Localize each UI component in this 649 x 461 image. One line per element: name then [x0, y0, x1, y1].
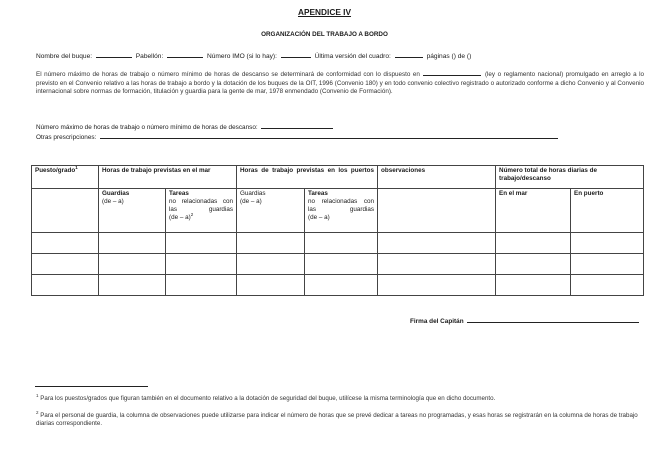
footnote-2-text: Para el personal de guardia, la columna de observaciones puede utilizarse para indicar el número de horas que se prevé dedicar a tareas no programadas, y esas horas se registrarán en la columna de horas de trabajo diarias correspondiente.	[36, 412, 638, 428]
table-cell[interactable]	[571, 254, 644, 275]
table-row	[32, 233, 644, 254]
header-hours-port: Horas de trabajo previstas en los puertos	[237, 166, 378, 189]
table-cell[interactable]	[378, 254, 496, 275]
max-hours-line	[36, 122, 335, 131]
subheader-port-tasks: Tareas no relacionadas con las guardias (de – a)	[305, 189, 378, 233]
table-cell[interactable]	[99, 233, 166, 254]
last-version-field[interactable]	[395, 51, 423, 58]
last-version-label: Última versión del cuadro:	[314, 53, 391, 60]
captain-signature-label: Firma del Capitán	[410, 318, 464, 325]
table-cell[interactable]	[32, 254, 99, 275]
table-cell[interactable]	[32, 233, 99, 254]
flag-field[interactable]	[167, 51, 203, 58]
table-cell[interactable]	[166, 233, 237, 254]
table-cell[interactable]	[237, 254, 305, 275]
table-row	[32, 275, 644, 296]
table-cell[interactable]	[305, 233, 378, 254]
max-hours-label: Número máximo de horas de trabajo o número mínimo de horas de descanso:	[36, 124, 258, 131]
pages-of-label: ) de (	[453, 53, 470, 60]
imo-label: Número IMO (si lo hay):	[206, 53, 277, 60]
ship-name-field[interactable]	[96, 51, 132, 58]
table-cell[interactable]	[237, 275, 305, 296]
pages-end: )	[469, 53, 472, 60]
table-row	[32, 254, 644, 275]
flag-label: Pabellón:	[135, 53, 164, 60]
footnote-2	[36, 409, 644, 429]
subheader-position-empty	[32, 189, 99, 233]
header-observations: observaciones	[378, 166, 496, 189]
captain-signature-line	[410, 316, 641, 325]
work-schedule-table	[31, 165, 644, 296]
header-position: Puesto/grado$^1$	[32, 166, 99, 189]
imo-field[interactable]	[281, 51, 311, 58]
table-cell[interactable]	[99, 254, 166, 275]
footnote-1	[36, 392, 644, 403]
paragraph-part2: (ley o reglamento nacional) promulgado en arreglo a lo previsto en el Convenio relativo a las horas de trabajo a bordo y la dotación de los buques de la OIT, 1996 (Convenio 180) y en todo convenio colectivo registrado o autorizado conforme a dicho Convenio y al Convenio internacional sobre normas de formación, titulación y guardia para la gente de mar, 1978 enmendado (Convenio de Formación).	[36, 71, 645, 96]
appendix-title: APENDICE IV	[297, 7, 352, 17]
subheader-sea-watches: Guardias (de – a)	[99, 189, 166, 233]
ship-info-fields	[36, 51, 636, 60]
table-cell[interactable]	[166, 275, 237, 296]
table-cell[interactable]	[32, 275, 99, 296]
table-cell[interactable]	[378, 275, 496, 296]
subheader-sea-tasks: Tareas no relacionadas con las guardias (de – a)$^2$	[166, 189, 237, 233]
table-cell[interactable]	[305, 275, 378, 296]
pages-label: páginas (	[426, 53, 454, 60]
table-cell[interactable]	[571, 275, 644, 296]
header-total-hours: Número total de horas diarias de trabajo/descanso	[496, 166, 644, 189]
header-hours-sea: Horas de trabajo previstas en el mar	[99, 166, 237, 189]
table-cell[interactable]	[166, 254, 237, 275]
footnote-separator	[35, 386, 148, 387]
subheader-observations-empty	[378, 189, 496, 233]
max-hours-field[interactable]	[261, 122, 333, 129]
legal-paragraph	[36, 69, 644, 97]
table-cell[interactable]	[496, 254, 571, 275]
subheader-in-port: En puerto	[571, 189, 644, 233]
table-cell[interactable]	[378, 233, 496, 254]
other-provisions-line	[36, 132, 560, 141]
footnote-1-mark: 1	[36, 392, 39, 398]
footnote-2-mark: 2	[36, 409, 39, 415]
table-cell[interactable]	[99, 275, 166, 296]
table-cell[interactable]	[496, 233, 571, 254]
subheader-at-sea: En el mar	[496, 189, 571, 233]
table-cell[interactable]	[496, 275, 571, 296]
paragraph-part1: El número máximo de horas de trabajo o número mínimo de horas de descanso se determinará de conformidad con lo dispuesto en	[36, 71, 420, 78]
captain-signature-field[interactable]	[467, 316, 639, 323]
other-provisions-field[interactable]	[100, 132, 558, 139]
footnote-1-text: Para los puestos/grados que figuran también en el documento relativo a la dotación de seguridad del buque, utilícese la misma terminología que en dicho documento.	[40, 395, 496, 402]
other-provisions-label: Otras prescripciones:	[36, 134, 97, 141]
ship-name-label: Nombre del buque:	[36, 53, 93, 60]
national-law-field[interactable]	[423, 69, 481, 76]
table-cell[interactable]	[571, 233, 644, 254]
table-cell[interactable]	[237, 233, 305, 254]
subheader-port-watches: Guardias (de – a)	[237, 189, 305, 233]
table-cell[interactable]	[305, 254, 378, 275]
document-subtitle: ORGANIZACIÓN DEL TRABAJO A BORDO	[261, 31, 388, 38]
